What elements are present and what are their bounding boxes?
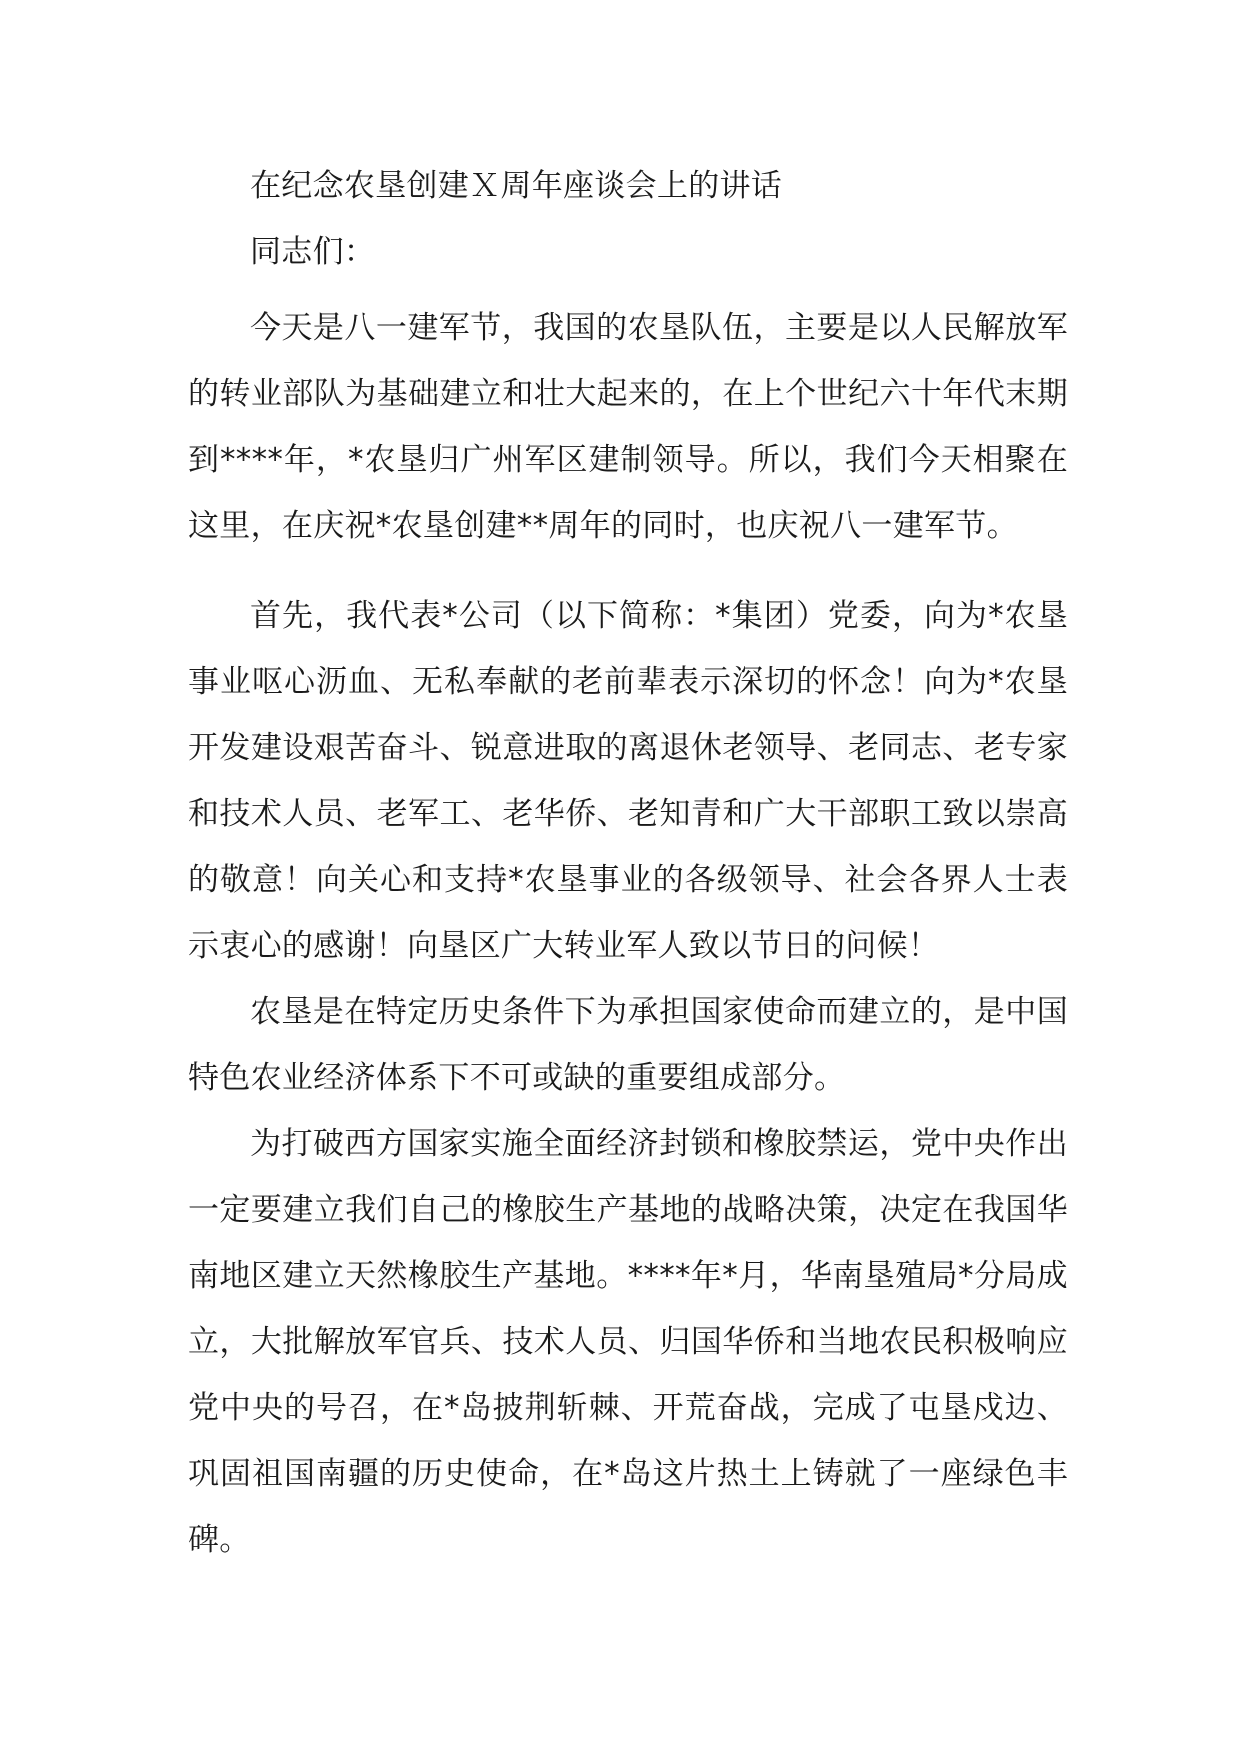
paragraph-tribute: 首先，我代表*公司（以下简称：*集团）党委，向为*农垦事业呕心沥血、无私奉献的老前辈表示深切的怀念！向为*农垦开发建设艰苦奋斗、锐意进取的离退休老领导、老同志、老专家和技术人员、老军工、老华侨、老知青和广大干部职工致以崇高的敬意！向关心和支持*农垦事业的各级领导、社会各界人士表示衷心的感谢！向垦区广大转业军人致以节日的问候！	[188, 598, 1068, 964]
document-body	[188, 168, 1068, 1573]
paragraph-nongken-role: 农垦是在特定历史条件下为承担国家使命而建立的，是中国特色农业经济体系下不可或缺的重要组成部分。	[188, 994, 1068, 1096]
paragraph-army-day: 今天是八一建军节，我国的农垦队伍，主要是以人民解放军的转业部队为基础建立和壮大起来的，在上个世纪六十年代末期到****年，*农垦归广州军区建制领导。所以，我们今天相聚在这里，在庆祝*农垦创建**周年的同时，也庆祝八一建军节。	[188, 310, 1068, 544]
document-title: 在纪念农垦创建Ｘ周年座谈会上的讲话	[250, 168, 783, 204]
paragraph-rubber-base-history: 为打破西方国家实施全面经济封锁和橡胶禁运，党中央作出一定要建立我们自己的橡胶生产基地的战略决策，决定在我国华南地区建立天然橡胶生产基地。****年*月，华南垦殖局*分局成立，大批解放军官兵、技术人员、归国华侨和当地农民积极响应党中央的号召，在*岛披荆斩棘、开荒奋战，完成了屯垦戍边、巩固祖国南疆的历史使命，在*岛这片热土上铸就了一座绿色丰碑。	[188, 1126, 1068, 1558]
salutation: 同志们：	[250, 234, 376, 270]
